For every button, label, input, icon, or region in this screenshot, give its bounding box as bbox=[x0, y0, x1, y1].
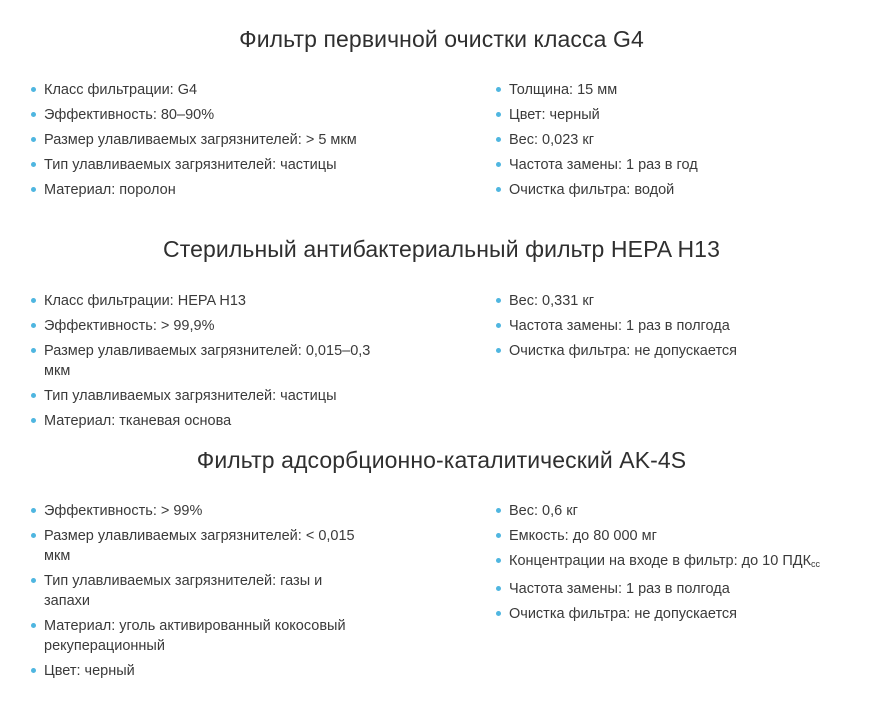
spec-list-left bbox=[31, 80, 386, 205]
list-item: Размер улавливаемых загрязнителей: 0,015–0,3 мкм bbox=[31, 341, 386, 381]
section-title: Фильтр первичной очистки класса G4 bbox=[239, 26, 644, 52]
list-item: Класс фильтрации: G4 bbox=[31, 80, 386, 100]
list-item: Цвет: черный bbox=[496, 105, 856, 125]
list-item-concentration bbox=[496, 551, 856, 574]
concentration-text: Концентрации на входе в фильтр: до 10 ПДК bbox=[509, 553, 812, 569]
list-item: Частота замены: 1 раз в год bbox=[496, 155, 856, 175]
list-item: Класс фильтрации: HEPA H13 bbox=[31, 291, 386, 311]
list-item: Тип улавливаемых загрязнителей: частицы bbox=[31, 386, 386, 406]
list-item: Тип улавливаемых загрязнителей: газы и запахи bbox=[31, 571, 371, 611]
list-item: Очистка фильтра: не допускается bbox=[496, 604, 856, 624]
list-item: Размер улавливаемых загрязнителей: < 0,015 мкм bbox=[31, 526, 371, 566]
list-item: Вес: 0,023 кг bbox=[496, 130, 856, 150]
list-item: Вес: 0,331 кг bbox=[496, 291, 856, 311]
list-item: Емкость: до 80 000 мг bbox=[496, 526, 856, 546]
spec-list-right bbox=[496, 80, 856, 205]
list-item: Материал: поролон bbox=[31, 180, 386, 200]
spec-list-right bbox=[496, 291, 856, 366]
list-item: Размер улавливаемых загрязнителей: > 5 мкм bbox=[31, 130, 386, 150]
list-item: Эффективность: > 99% bbox=[31, 501, 371, 521]
list-item: Очистка фильтра: не допускается bbox=[496, 341, 856, 361]
spec-list-left bbox=[31, 291, 386, 436]
list-item: Тип улавливаемых загрязнителей: частицы bbox=[31, 155, 386, 175]
list-item: Эффективность: > 99,9% bbox=[31, 316, 386, 336]
list-item: Эффективность: 80–90% bbox=[31, 105, 386, 125]
list-item: Вес: 0,6 кг bbox=[496, 501, 856, 521]
concentration-subscript: сс bbox=[811, 559, 821, 569]
list-item: Частота замены: 1 раз в полгода bbox=[496, 579, 856, 599]
section-title: Фильтр адсорбционно-каталитический AK-4S bbox=[196, 447, 687, 473]
list-item: Толщина: 15 мм bbox=[496, 80, 856, 100]
spec-list-right bbox=[496, 501, 856, 629]
section-title: Стерильный антибактериальный фильтр HEPA H13 bbox=[163, 236, 720, 262]
list-item: Очистка фильтра: водой bbox=[496, 180, 856, 200]
list-item: Цвет: черный bbox=[31, 661, 371, 681]
list-item: Частота замены: 1 раз в полгода bbox=[496, 316, 856, 336]
list-item: Материал: тканевая основа bbox=[31, 411, 386, 431]
spec-list-left bbox=[31, 501, 371, 686]
list-item: Материал: уголь активированный кокосовый рекуперационный bbox=[31, 616, 371, 656]
